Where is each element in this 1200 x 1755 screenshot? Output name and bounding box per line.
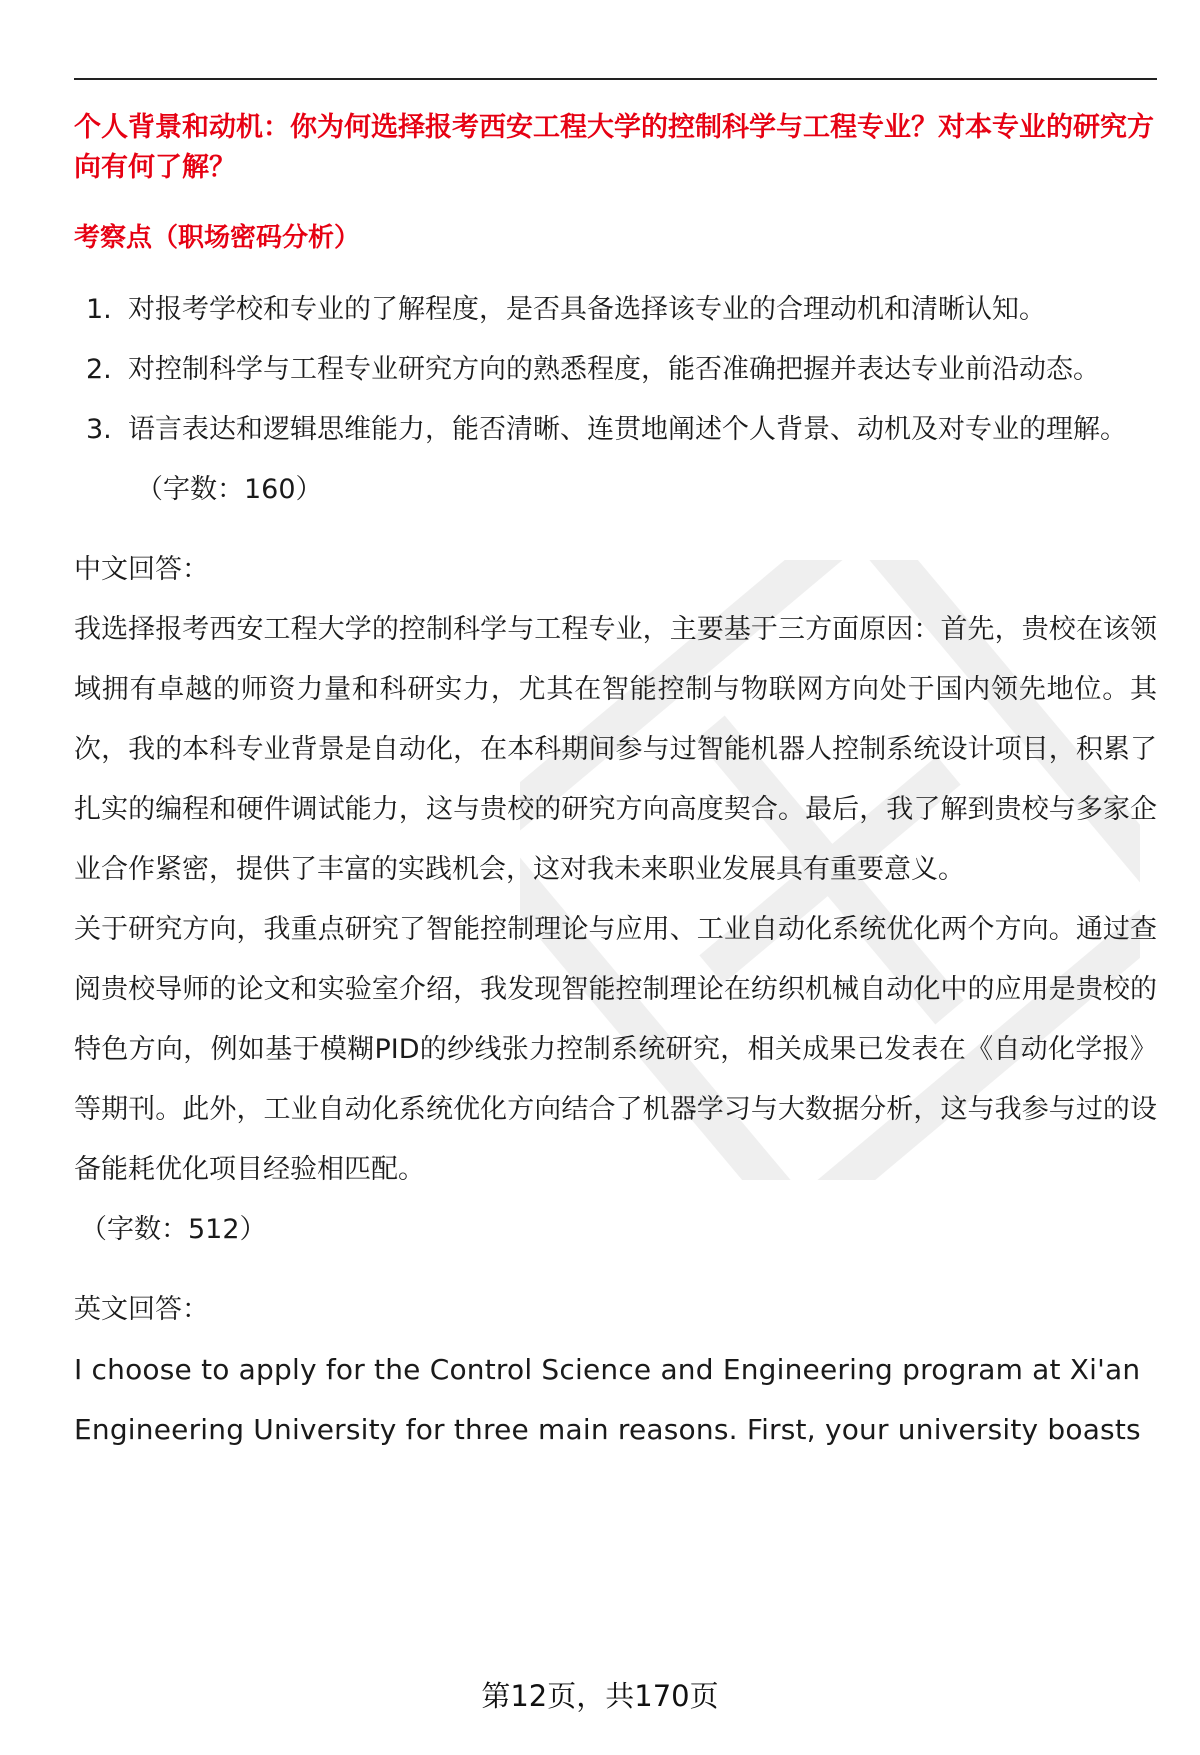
point-text: 语言表达和逻辑思维能力，能否清晰、连贯地阐述个人背景、动机及对专业的理解。 xyxy=(128,414,1127,445)
document-page xyxy=(74,108,1157,1460)
analysis-word-count: （字数：160） xyxy=(136,474,323,505)
english-answer-label: 英文回答： xyxy=(74,1294,209,1325)
chinese-answer-paragraph: 我选择报考西安工程大学的控制科学与工程专业，主要基于三方面原因：首先，贵校在该领域拥有卓越的师资力量和科研实力，尤其在智能控制与物联网方向处于国内领先地位。其次，我的本科专业背景是自动化，在本科期间参与过智能机器人控制系统设计项目，积累了扎实的编程和硬件调试能力，这与贵校的研究方向高度契合。最后，我了解到贵校与多家企业合作紧密，提供了丰富的实践机会，这对我未来职业发展具有重要意义。 xyxy=(74,614,1157,885)
header-rule xyxy=(74,78,1157,80)
analysis-point-list xyxy=(74,280,1157,460)
chinese-answer-word-count: （字数：512） xyxy=(80,1214,267,1245)
analysis-point xyxy=(74,280,1157,340)
analysis-point xyxy=(74,340,1157,400)
point-number: 3. xyxy=(86,414,112,445)
english-answer-paragraph: I choose to apply for the Control Science and Engineering program at Xi'an Engineering University for three main reasons. First, your university boasts xyxy=(74,1353,1141,1446)
point-text: 对控制科学与工程专业研究方向的熟悉程度，能否准确把握并表达专业前沿动态。 xyxy=(128,354,1100,385)
chinese-answer-label: 中文回答： xyxy=(74,554,209,585)
point-text: 对报考学校和专业的了解程度，是否具备选择该专业的合理动机和清晰认知。 xyxy=(128,294,1046,325)
analysis-point xyxy=(74,400,1157,460)
analysis-heading: 考察点（职场密码分析） xyxy=(74,223,361,253)
point-number: 1. xyxy=(86,294,112,325)
page-footer: 第12页，共170页 xyxy=(481,1679,719,1713)
question-title: 个人背景和动机：你为何选择报考西安工程大学的控制科学与工程专业？对本专业的研究方向有何了解？ xyxy=(74,112,1154,183)
chinese-answer-paragraph: 关于研究方向，我重点研究了智能控制理论与应用、工业自动化系统优化两个方向。通过查阅贵校导师的论文和实验室介绍，我发现智能控制理论在纺织机械自动化中的应用是贵校的特色方向，例如基于模糊PID的纱线张力控制系统研究，相关成果已发表在《自动化学报》等期刊。此外，工业自动化系统优化方向结合了机器学习与大数据分析，这与我参与过的设备能耗优化项目经验相匹配。 xyxy=(74,914,1157,1185)
point-number: 2. xyxy=(86,354,112,385)
